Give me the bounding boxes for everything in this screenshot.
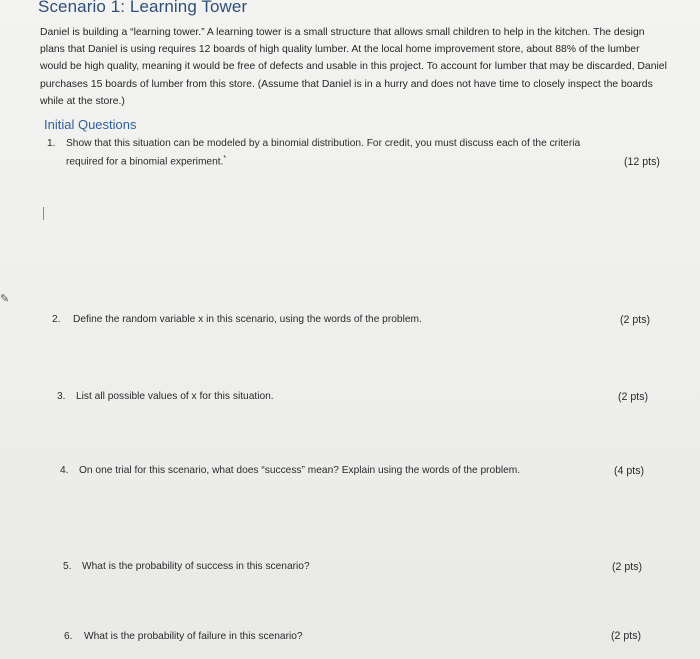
question-3-points: (2 pts) [618, 391, 649, 403]
question-6-text: What is the probability of failure in this scenario? [84, 631, 303, 642]
question-5-points: (2 pts) [612, 561, 643, 573]
question-4-text: On one trial for this scenario, what does “success” mean? Explain using the words of the problem. [79, 465, 521, 476]
scenario-title: Scenario 1: Learning Tower [38, 0, 248, 16]
question-4-number: 4. [60, 465, 69, 476]
question-3-text: List all possible values of x for this situation. [76, 391, 274, 402]
question-1-text-line2-body: required for a binomial experiment. [66, 156, 224, 168]
question-3-number: 3. [57, 391, 66, 402]
scenario-intro: Daniel is building a “learning tower.” A learning tower is a small structure that allows small children to help in the kitchen. The design plans that Daniel is using requires 12 boards of high quality lumber. At the local home improvement store, about 88% of the lumber would be high quality, meaning it would be free of defects and usable in this project. To account for lumber that may be discarded, Daniel purchases 15 boards of lumber from this store. (Assume that Daniel is in a hurry and does not have time to closely inspect the boards while at the store.) [40, 27, 667, 107]
question-5-text: What is the probability of success in this scenario? [82, 561, 310, 572]
question-1-text-line2 [66, 155, 226, 167]
question-1-text-line1: Show that this situation can be modeled by a binomial distribution. For credit, you must discuss each of the criteria [66, 138, 581, 149]
question-5-number: 5. [63, 561, 72, 572]
pin-icon: ✎ [0, 293, 10, 305]
question-1-mark: * [223, 155, 227, 162]
question-1-number: 1. [47, 138, 56, 149]
question-1-points: (12 pts) [624, 156, 660, 168]
question-2-number: 2. [52, 314, 61, 325]
question-2-text: Define the random variable x in this scenario, using the words of the problem. [73, 314, 422, 325]
question-6-number: 6. [64, 631, 73, 642]
question-2-points: (2 pts) [620, 314, 651, 326]
question-4-points: (4 pts) [614, 465, 645, 477]
question-6-points: (2 pts) [611, 630, 642, 642]
text-cursor [43, 207, 44, 220]
section-heading: Initial Questions [44, 117, 137, 132]
